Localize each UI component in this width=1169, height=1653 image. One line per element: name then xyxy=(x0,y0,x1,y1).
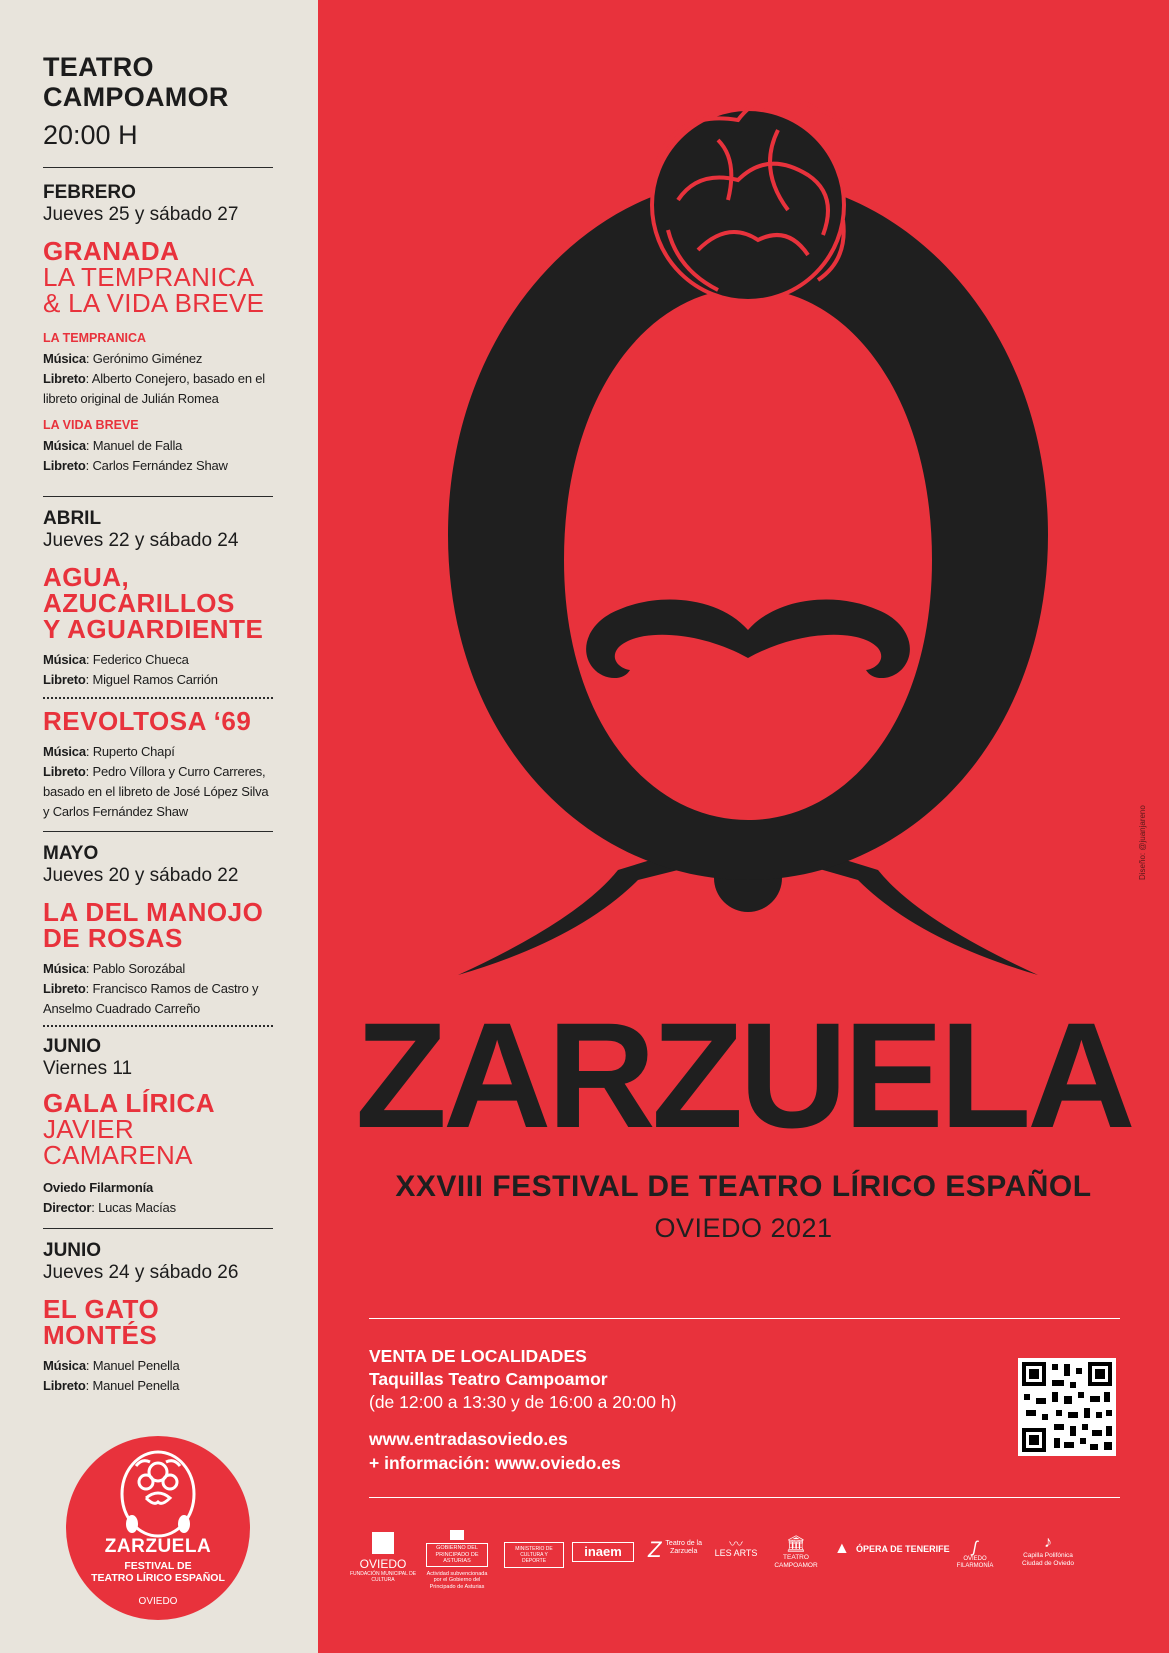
event-title: AZUCARILLOS xyxy=(43,588,235,618)
event-revoltosa xyxy=(43,708,273,822)
logo-les-arts: 〰 LES ARTS xyxy=(714,1536,758,1558)
divider xyxy=(43,1228,273,1229)
logo-oviedo-filarmonia: ʃ OVIEDO FILARMONÍA xyxy=(948,1540,1002,1570)
venue-line2: CAMPOAMOR xyxy=(43,82,229,112)
credit-orchestra: Oviedo Filarmonía xyxy=(43,1180,154,1195)
event-subtitle: JAVIER xyxy=(43,1114,134,1144)
credit-libreto: Libreto: Miguel Ramos Carrión xyxy=(43,672,218,687)
badge-subtitle: FESTIVAL DE TEATRO LÍRICO ESPAÑOL xyxy=(91,1560,225,1584)
logo-principado: GOBIERNO DEL PRINCIPADO DE ASTURIAS Actividad subvencionada por el Gobierno del Principado de Asturias xyxy=(426,1530,488,1590)
credit-musica: Música: Federico Chueca xyxy=(43,652,189,667)
design-credit: Diseño: @juanjareno xyxy=(1138,805,1147,880)
ticket-place: Taquillas Teatro Campoamor xyxy=(369,1369,608,1389)
event-dates: Jueves 25 y sábado 27 xyxy=(43,204,239,225)
event-title: AGUA, xyxy=(43,562,130,592)
city-year: OVIEDO 2021 xyxy=(654,1213,833,1243)
event-month: ABRIL xyxy=(43,508,102,529)
event-manojo xyxy=(43,843,273,1019)
event-month: MAYO xyxy=(43,843,99,864)
credit-musica: Música: Pablo Sorozábal xyxy=(43,961,186,976)
asturias-crest-icon xyxy=(450,1530,464,1540)
divider xyxy=(43,167,273,168)
event-subtitle: LA TEMPRANICA xyxy=(43,262,255,292)
venue-heading xyxy=(43,52,273,150)
les-arts-wave-icon: 〰 xyxy=(729,1536,743,1552)
logo-teatro-campoamor: 🏛 TEATRO CAMPOAMOR xyxy=(768,1536,824,1570)
divider xyxy=(43,496,273,497)
event-title: LA DEL MANOJO xyxy=(43,897,264,927)
event-month: JUNIO xyxy=(43,1036,102,1057)
event-title: GALA LÍRICA xyxy=(43,1088,216,1118)
credit-musica: Música: Ruperto Chapí xyxy=(43,744,175,759)
event-gato xyxy=(43,1240,273,1396)
logo-capilla-polifonica: ♪ Capilla Polifónica Ciudad de Oviedo xyxy=(1018,1534,1078,1567)
headline-zarzuela: ZARZUELA xyxy=(355,991,1132,1159)
event-agua xyxy=(43,508,273,690)
logo-teatro-zarzuela: Z Teatro de la Zarzuela xyxy=(648,1537,703,1562)
event-title: Y AGUARDIENTE xyxy=(43,614,264,644)
info-website-link[interactable]: + información: www.oviedo.es xyxy=(369,1453,621,1473)
venue-line1: TEATRO xyxy=(43,52,154,82)
divider xyxy=(43,831,273,832)
credit-libreto: Libreto: Francisco Ramos de Castro y Anselmo Cuadrado Carreño xyxy=(43,981,259,1016)
credit-libreto: Libreto: Manuel Penella xyxy=(43,1378,180,1393)
moustache-icon xyxy=(586,599,910,678)
web-links xyxy=(369,1427,621,1475)
event-subtitle: & LA VIDA BREVE xyxy=(43,288,265,318)
event-title: GRANADA xyxy=(43,236,180,266)
event-gala xyxy=(43,1036,273,1218)
work-name: LA TEMPRANICA xyxy=(43,331,147,345)
event-granada xyxy=(43,182,273,476)
theatre-facade-icon: 🏛 xyxy=(785,1536,807,1553)
main-poster xyxy=(318,0,1169,1653)
event-dates: Jueves 24 y sábado 26 xyxy=(43,1262,239,1283)
festival-badge xyxy=(66,1436,250,1620)
logo-opera-tenerife: ▲ ÓPERA DE TENERIFE xyxy=(834,1540,950,1557)
credit-musica: Música: Manuel de Falla xyxy=(43,438,183,453)
credit-libreto: Libreto: Pedro Víllora y Curro Carreres, basado en el libreto de José López Silva y Carlos Fernández Shaw xyxy=(43,764,269,819)
qr-code-icon[interactable] xyxy=(1018,1358,1116,1456)
opera-tenerife-a-icon: ▲ xyxy=(834,1540,850,1557)
flower-icon xyxy=(652,97,850,301)
credit-libreto: Libreto: Alberto Conejero, basado en el libreto original de Julián Romea xyxy=(43,371,265,406)
dotted-divider xyxy=(43,697,273,699)
sponsor-logos xyxy=(318,1530,1169,1600)
credit-musica: Música: Gerónimo Giménez xyxy=(43,351,203,366)
event-dates: Jueves 20 y sábado 22 xyxy=(43,865,239,886)
badge-emblem-icon xyxy=(66,1436,250,1546)
music-note-icon: ♪ xyxy=(1044,1534,1052,1551)
event-month: FEBRERO xyxy=(43,182,136,203)
show-time: 20:00 H xyxy=(43,120,138,150)
filarmonia-clef-icon: ʃ xyxy=(972,1539,978,1556)
festival-title: XXVIII FESTIVAL DE TEATRO LÍRICO ESPAÑOL xyxy=(395,1170,1092,1203)
ticket-info xyxy=(369,1345,676,1414)
ticket-website-link[interactable]: www.entradasoviedo.es xyxy=(369,1429,568,1449)
zarzuela-z-icon: Z xyxy=(648,1537,662,1562)
event-title: REVOLTOSA ‘69 xyxy=(43,706,252,736)
dotted-divider xyxy=(43,1025,273,1027)
work-name: LA VIDA BREVE xyxy=(43,418,139,432)
event-subtitle: CAMARENA xyxy=(43,1140,193,1170)
event-month: JUNIO xyxy=(43,1240,102,1261)
badge-city: OVIEDO xyxy=(138,1596,178,1607)
ticket-heading: VENTA DE LOCALIDADES xyxy=(369,1346,587,1366)
badge-title: ZARZUELA xyxy=(104,1536,212,1557)
sidebar-program xyxy=(0,0,318,1653)
divider xyxy=(369,1318,1120,1319)
event-dates: Jueves 22 y sábado 24 xyxy=(43,530,239,551)
ticket-hours: (de 12:00 a 13:30 y de 16:00 a 20:00 h) xyxy=(369,1392,677,1412)
oviedo-crest-icon xyxy=(372,1532,394,1554)
event-title: DE ROSAS xyxy=(43,923,183,953)
face-illustration xyxy=(318,0,1169,990)
credit-libreto: Libreto: Carlos Fernández Shaw xyxy=(43,458,228,473)
credit-director: Director: Lucas Macías xyxy=(43,1200,176,1215)
logo-oviedo: OVIEDO FUNDACIÓN MUNICIPAL DE CULTURA xyxy=(348,1532,418,1583)
divider xyxy=(369,1497,1120,1498)
event-dates: Viernes 11 xyxy=(43,1058,133,1079)
credit-musica: Música: Manuel Penella xyxy=(43,1358,180,1373)
logo-inaem: inaem xyxy=(572,1542,634,1562)
event-title: EL GATO xyxy=(43,1294,160,1324)
logo-ministerio: MINISTERIO DE CULTURA Y DEPORTE xyxy=(504,1542,564,1568)
event-title: MONTÉS xyxy=(43,1320,158,1350)
